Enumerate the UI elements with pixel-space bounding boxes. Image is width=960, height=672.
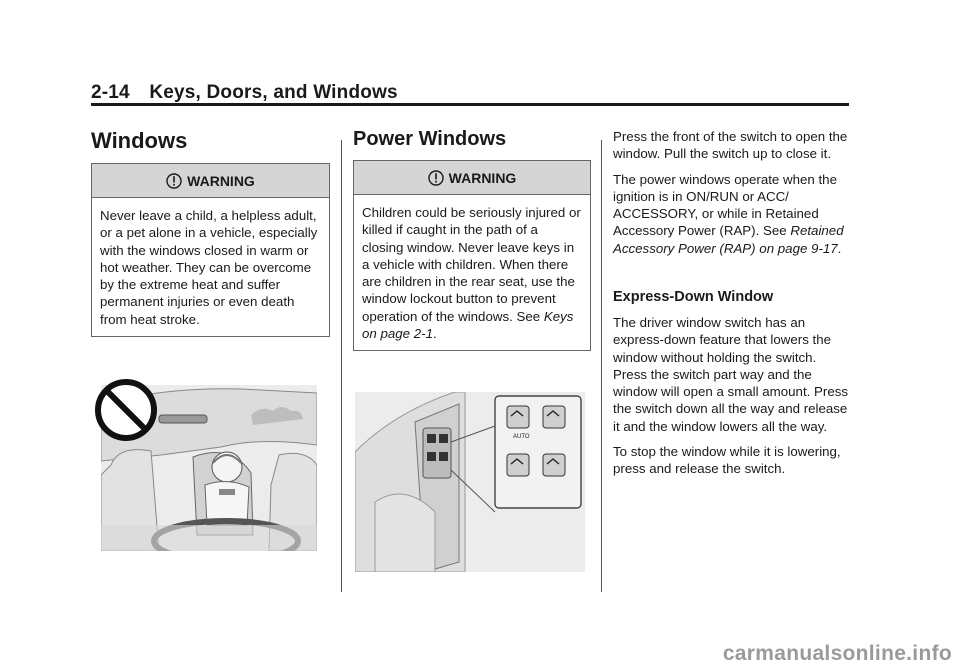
ignition-text: The power windows operate when the ignition is in ON/RUN or ACC/ ACCESSORY, or while in Retained Accessory Power (RAP). See: [613, 171, 837, 239]
warning-title-bar: [354, 161, 590, 195]
windows-heading: Windows: [91, 128, 188, 153]
right-column-top: [613, 128, 853, 265]
ignition-end: .: [837, 240, 842, 256]
express-down-heading: Express-Down Window: [613, 289, 774, 305]
page-number: 2-14: [91, 82, 130, 103]
right-column-bottom: [613, 314, 853, 486]
warning-end: .: [432, 326, 437, 342]
page-header: [91, 82, 398, 104]
column-divider-right: [601, 140, 602, 592]
warning-title-bar: [92, 164, 329, 198]
ignition-paragraph: [613, 171, 853, 257]
warning-title: WARNING: [448, 169, 517, 186]
warning-title: WARNING: [187, 172, 255, 189]
window-switch-figure: [355, 392, 585, 572]
stop-window-paragraph: To stop the window while it is lowering, press and release the switch.: [613, 444, 841, 477]
power-windows-warning-box: [353, 160, 591, 351]
auto-label: AUTO: [513, 434, 530, 440]
windows-warning-box: [91, 163, 330, 337]
keys-page-reference: Keys on page 2-1: [362, 308, 574, 342]
column-divider-left: [341, 140, 342, 592]
prohibition-icon: [93, 377, 159, 443]
warning-body: Never leave a child, a helpless adult, or a pet alone in a vehicle, especially with the windows closed in warm or hot weather. They can be overcome by the extreme heat and suffer permanent injuries or even death from heat stroke.: [100, 208, 318, 327]
warning-body: [354, 195, 590, 350]
warning-icon: [166, 173, 182, 189]
rap-page-reference: Retained Accessory Power (RAP) on page 9-17: [613, 223, 844, 256]
header-rule: [91, 103, 849, 106]
warning-text: Children could be seriously injured or killed if caught in the path of a closing window. Never leave keys in a vehicle with children. When there are children in the rear seat, use the window lockout button to prevent operation of the windows. See: [362, 205, 581, 324]
switch-operation-paragraph: Press the front of the switch to open the window. Pull the switch up to close it.: [613, 129, 848, 162]
warning-icon: [428, 170, 444, 186]
power-windows-heading: Power Windows: [353, 128, 507, 150]
express-down-paragraph: The driver window switch has an express-down feature that lowers the window without holding the switch. Press the switch part way and the window will open a small amount. Press the switch down all the way and release it and the window lowers all the way.: [613, 315, 849, 434]
section-title: Keys, Doors, and Windows: [149, 82, 398, 103]
watermark: carmanualsonline.info: [722, 642, 952, 665]
